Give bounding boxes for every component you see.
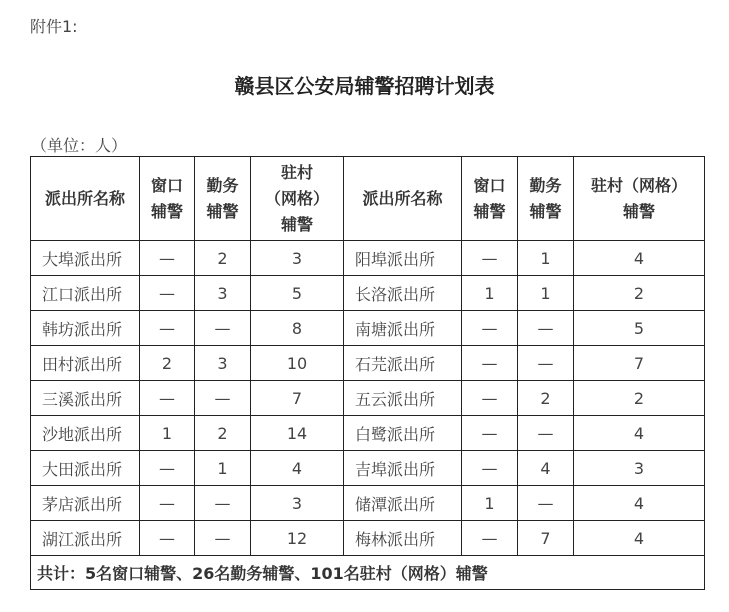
duty-count-cell: 1: [518, 241, 574, 276]
table-row: [31, 416, 705, 451]
window-count-cell: 1: [462, 486, 518, 521]
station-name-cell: 三溪派出所: [31, 381, 140, 416]
station-name-cell: 白鹭派出所: [344, 416, 462, 451]
header-line: 窗口: [473, 175, 506, 195]
village-count-cell: 2: [574, 381, 705, 416]
total-summary: 共计：5名窗口辅警、26名勤务辅警、101名驻村（网格）辅警: [31, 556, 705, 590]
station-name-cell: 大田派出所: [31, 451, 140, 486]
window-count-cell: —: [140, 451, 195, 486]
village-count-cell: 3: [574, 451, 705, 486]
table-row: [31, 381, 705, 416]
header-line: 辅警: [280, 214, 313, 234]
station-name-cell: 阳埠派出所: [344, 241, 462, 276]
window-count-cell: —: [462, 381, 518, 416]
duty-count-cell: —: [195, 486, 251, 521]
unit-note: （单位：人）: [31, 136, 128, 155]
header-duty-auxiliary: [195, 157, 251, 241]
village-count-cell: 3: [251, 241, 344, 276]
header-line: 辅警: [473, 201, 506, 221]
table-row: [31, 276, 705, 311]
village-count-cell: 4: [574, 486, 705, 521]
station-name-cell: 田村派出所: [31, 346, 140, 381]
station-name-cell: 韩坊派出所: [31, 311, 140, 346]
station-name-cell: 吉埠派出所: [344, 451, 462, 486]
attachment-label: 附件1:: [30, 17, 78, 36]
window-count-cell: —: [462, 416, 518, 451]
window-count-cell: —: [140, 521, 195, 556]
window-count-cell: —: [140, 311, 195, 346]
header-line: 勤务: [206, 175, 239, 195]
table-row: [31, 521, 705, 556]
station-name-cell: 湖江派出所: [31, 521, 140, 556]
station-name-cell: 茅店派出所: [31, 486, 140, 521]
header-station-name: [31, 157, 140, 241]
duty-count-cell: —: [518, 486, 574, 521]
header-line: 窗口: [150, 175, 183, 195]
village-count-cell: 7: [251, 381, 344, 416]
station-name-cell: 长洛派出所: [344, 276, 462, 311]
village-count-cell: 3: [251, 486, 344, 521]
window-count-cell: —: [462, 451, 518, 486]
window-count-cell: —: [140, 276, 195, 311]
window-count-cell: —: [140, 241, 195, 276]
duty-count-cell: 2: [518, 381, 574, 416]
village-count-cell: 7: [574, 346, 705, 381]
village-count-cell: 2: [574, 276, 705, 311]
duty-count-cell: —: [195, 311, 251, 346]
window-count-cell: 1: [140, 416, 195, 451]
village-count-cell: 4: [574, 416, 705, 451]
header-station-name-text: 派出所名称: [362, 188, 443, 208]
duty-count-cell: 3: [195, 276, 251, 311]
station-name-cell: 梅林派出所: [344, 521, 462, 556]
header-village-auxiliary: [251, 157, 344, 241]
table-row: [31, 486, 705, 521]
village-count-cell: 14: [251, 416, 344, 451]
village-count-cell: 8: [251, 311, 344, 346]
header-line: 驻村: [280, 162, 313, 182]
header-line: 辅警: [206, 201, 239, 221]
station-name-cell: 南塘派出所: [344, 311, 462, 346]
village-count-cell: 4: [574, 241, 705, 276]
window-count-cell: —: [462, 311, 518, 346]
total-row: [31, 556, 705, 590]
duty-count-cell: —: [518, 346, 574, 381]
window-count-cell: —: [462, 241, 518, 276]
header-line: 辅警: [529, 201, 562, 221]
duty-count-cell: 3: [195, 346, 251, 381]
village-count-cell: 5: [251, 276, 344, 311]
table-row: [31, 311, 705, 346]
table-row: [31, 451, 705, 486]
recruitment-plan-table: [30, 156, 705, 590]
header-line: 驻村（网格）: [590, 175, 687, 195]
village-count-cell: 5: [574, 311, 705, 346]
village-count-cell: 4: [574, 521, 705, 556]
duty-count-cell: —: [195, 521, 251, 556]
page-title: 赣县区公安局辅警招聘计划表: [234, 74, 495, 98]
window-count-cell: —: [140, 486, 195, 521]
station-name-cell: 五云派出所: [344, 381, 462, 416]
window-count-cell: —: [140, 381, 195, 416]
duty-count-cell: 1: [195, 451, 251, 486]
window-count-cell: 1: [462, 276, 518, 311]
duty-count-cell: —: [195, 381, 251, 416]
village-count-cell: 10: [251, 346, 344, 381]
header-station-name-right: [344, 157, 462, 241]
header-line: 辅警: [150, 201, 183, 221]
header-line: （网格）: [264, 188, 329, 208]
duty-count-cell: 4: [518, 451, 574, 486]
duty-count-cell: 2: [195, 241, 251, 276]
table-header-row: [31, 157, 705, 241]
duty-count-cell: 7: [518, 521, 574, 556]
village-count-cell: 12: [251, 521, 344, 556]
header-window-auxiliary: [140, 157, 195, 241]
header-station-name-text: 派出所名称: [44, 188, 125, 208]
station-name-cell: 江口派出所: [31, 276, 140, 311]
header-line: 勤务: [529, 175, 562, 195]
duty-count-cell: 1: [518, 276, 574, 311]
station-name-cell: 沙地派出所: [31, 416, 140, 451]
window-count-cell: —: [462, 346, 518, 381]
header-window-auxiliary-right: [462, 157, 518, 241]
window-count-cell: 2: [140, 346, 195, 381]
header-village-auxiliary-right: [574, 157, 705, 241]
station-name-cell: 储潭派出所: [344, 486, 462, 521]
window-count-cell: —: [462, 521, 518, 556]
duty-count-cell: —: [518, 416, 574, 451]
duty-count-cell: 2: [195, 416, 251, 451]
station-name-cell: 大埠派出所: [31, 241, 140, 276]
header-duty-auxiliary-right: [518, 157, 574, 241]
duty-count-cell: —: [518, 311, 574, 346]
table-row: [31, 241, 705, 276]
table-row: [31, 346, 705, 381]
header-line: 辅警: [622, 201, 655, 221]
station-name-cell: 石芫派出所: [344, 346, 462, 381]
village-count-cell: 4: [251, 451, 344, 486]
